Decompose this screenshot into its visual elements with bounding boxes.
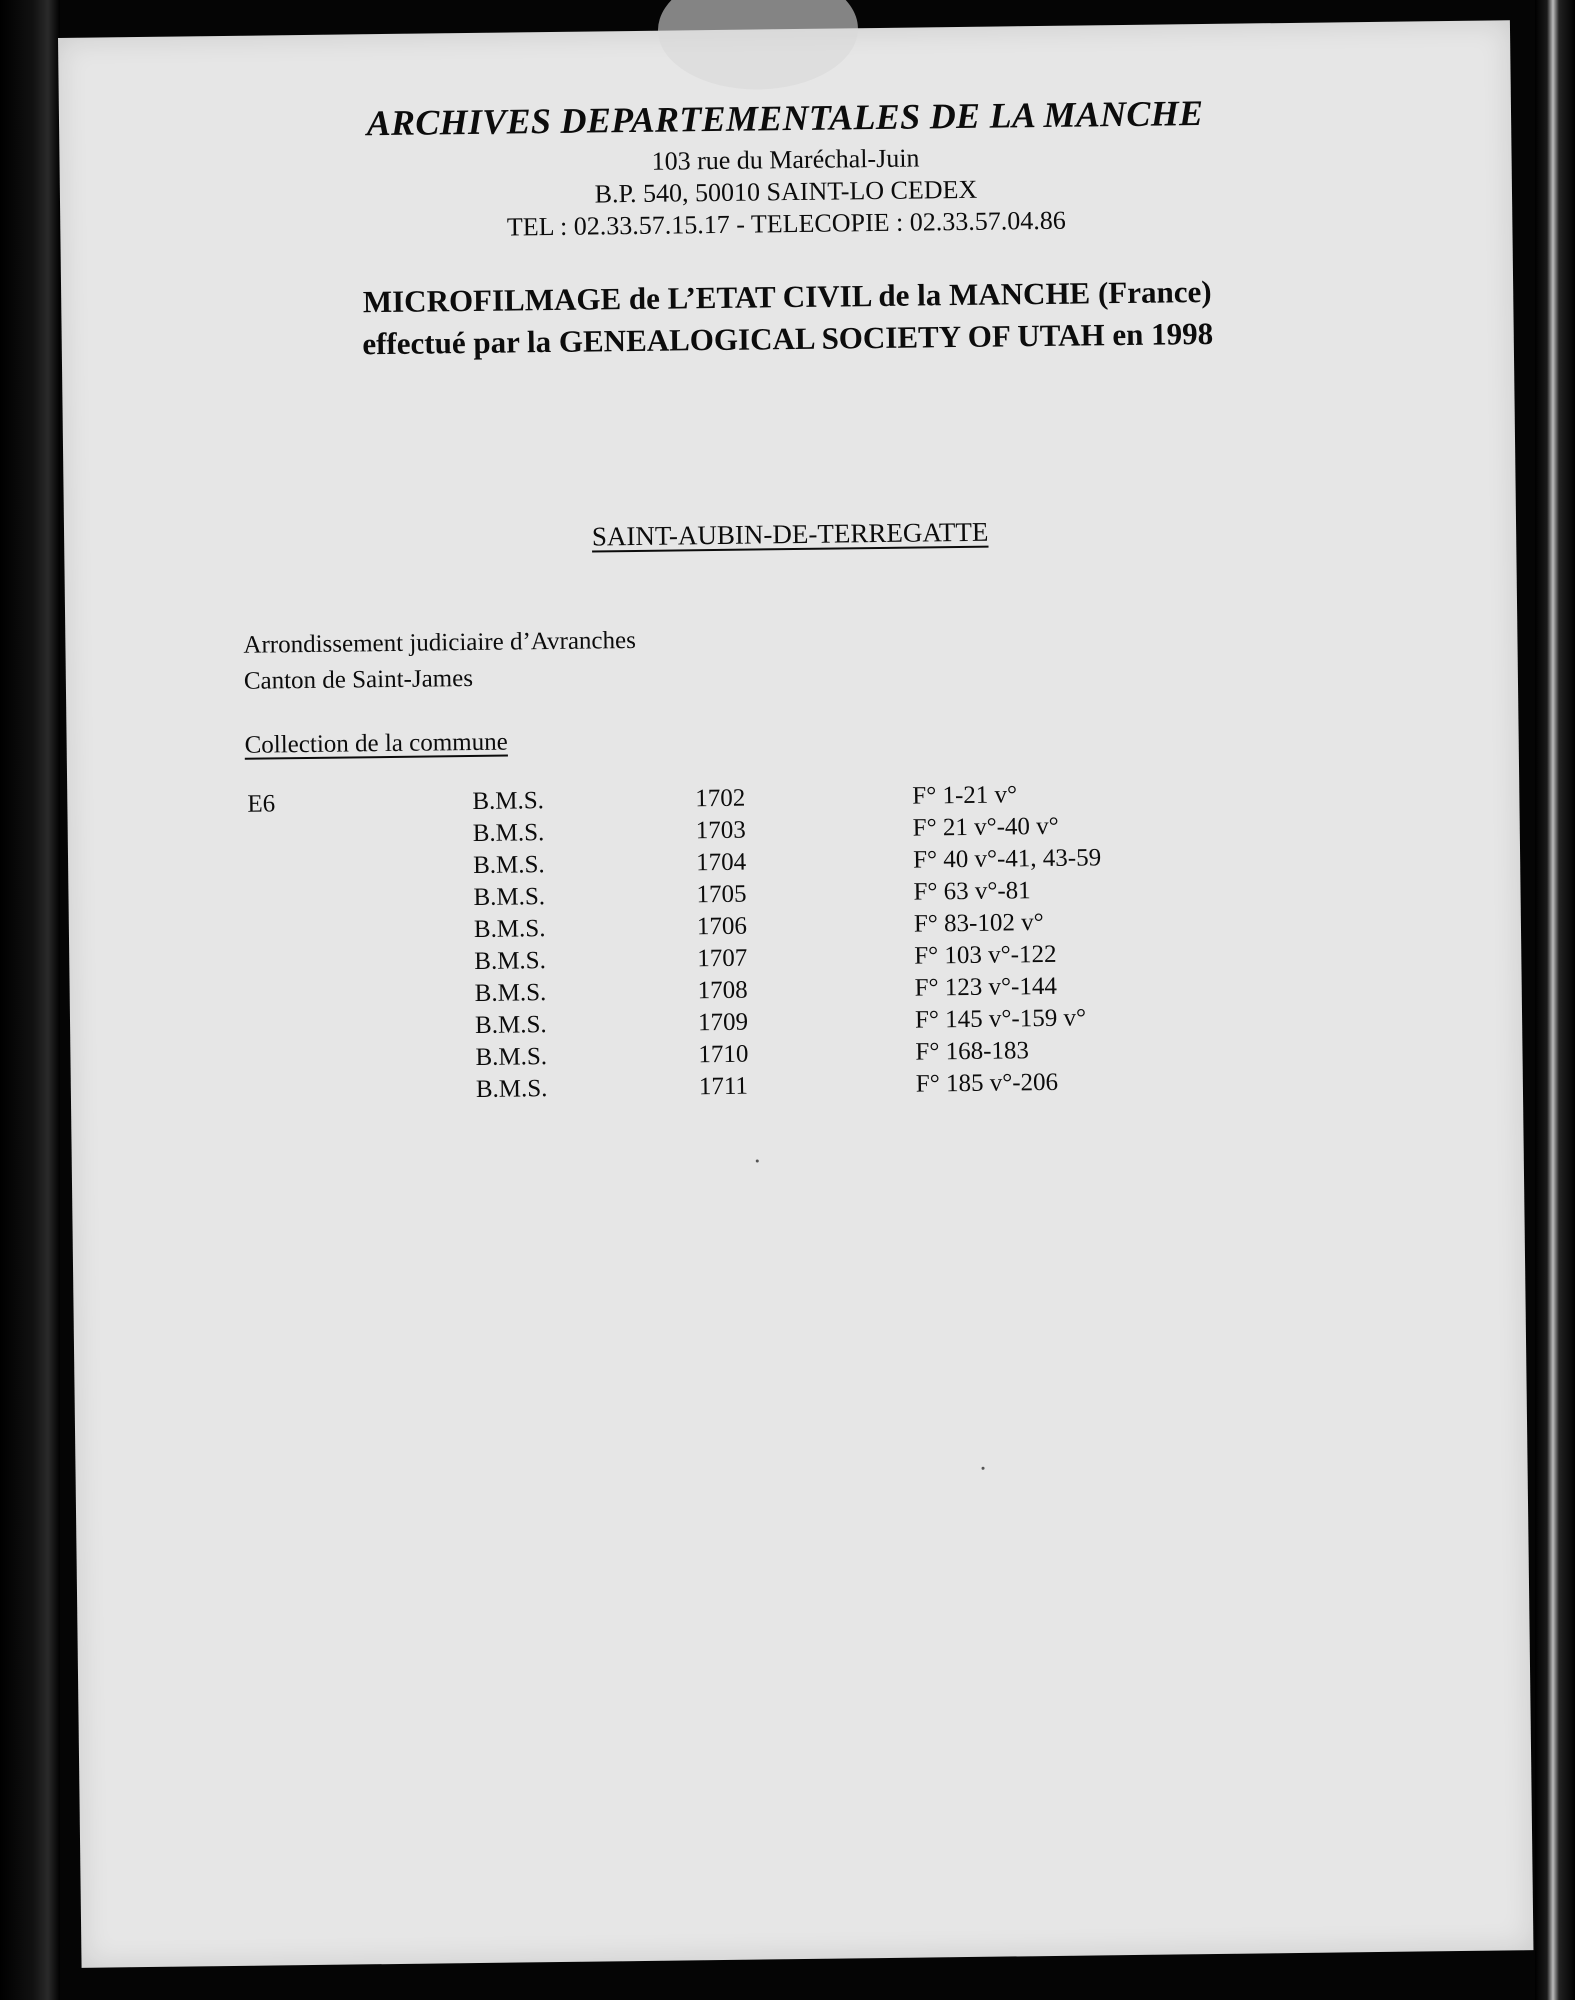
row-year: 1711	[698, 1072, 749, 1101]
row-type: B.M.S.	[472, 851, 545, 879]
row-year: 1708	[697, 976, 748, 1005]
film-edge-right	[1535, 0, 1575, 2000]
row-type: B.M.S.	[475, 1043, 548, 1071]
row-type: B.M.S.	[474, 947, 547, 975]
address-phone: TEL : 02.33.57.15.17 - TELECOPIE : 02.33.57.04.86	[506, 205, 1066, 242]
dust-speck	[756, 1160, 759, 1163]
row-year: 1707	[697, 944, 748, 973]
row-folios: F° 103 v°-122	[914, 940, 1057, 970]
row-folios: F° 1-21 v°	[912, 781, 1018, 810]
row-type: B.M.S.	[474, 1011, 547, 1039]
row-year: 1710	[698, 1040, 749, 1069]
microfilm-heading-2: effectué par la GENEALOGICAL SOCIETY OF UTAH en 1998	[362, 315, 1214, 362]
row-folios: F° 63 v°-81	[913, 877, 1031, 906]
row-folios: F° 145 v°-159 v°	[914, 1004, 1087, 1034]
row-type: B.M.S.	[472, 819, 545, 847]
dust-speck	[982, 1467, 985, 1470]
register-cote: E6	[247, 790, 276, 818]
row-year: 1705	[696, 880, 747, 909]
row-year: 1703	[695, 816, 746, 845]
address-postal: B.P. 540, 50010 SAINT-LO CEDEX	[594, 174, 978, 209]
microfilm-heading-1: MICROFILMAGE de L’ETAT CIVIL de la MANCHE (France)	[362, 273, 1212, 320]
row-type: B.M.S.	[472, 787, 545, 815]
row-folios: F° 40 v°-41, 43-59	[912, 844, 1102, 874]
archive-title: ARCHIVES DEPARTEMENTALES DE LA MANCHE	[366, 93, 1204, 144]
row-year: 1704	[695, 848, 747, 877]
row-year: 1706	[696, 912, 748, 941]
row-type: B.M.S.	[475, 1075, 548, 1103]
film-edge-left	[0, 0, 60, 2000]
row-year: 1702	[695, 784, 746, 813]
collection-heading: Collection de la commune	[244, 728, 508, 759]
row-folios: F° 21 v°-40 v°	[912, 812, 1059, 842]
address-street: 103 rue du Maréchal-Juin	[651, 143, 920, 176]
row-type: B.M.S.	[474, 979, 547, 1007]
canton-line: Canton de Saint-James	[243, 664, 474, 695]
document-content	[58, 20, 1533, 1968]
row-folios: F° 83-102 v°	[913, 909, 1044, 938]
row-type: B.M.S.	[473, 883, 546, 911]
arrondissement-line: Arrondissement judiciaire d’Avranches	[243, 626, 637, 659]
row-folios: F° 185 v°-206	[915, 1068, 1059, 1098]
commune-name: SAINT-AUBIN-DE-TERREGATTE	[591, 516, 989, 552]
row-year: 1709	[697, 1008, 749, 1037]
document-page	[58, 20, 1533, 1968]
commune-title	[64, 510, 1516, 559]
row-folios: F° 168-183	[915, 1037, 1030, 1066]
row-type: B.M.S.	[473, 915, 546, 943]
row-folios: F° 123 v°-144	[914, 972, 1058, 1002]
